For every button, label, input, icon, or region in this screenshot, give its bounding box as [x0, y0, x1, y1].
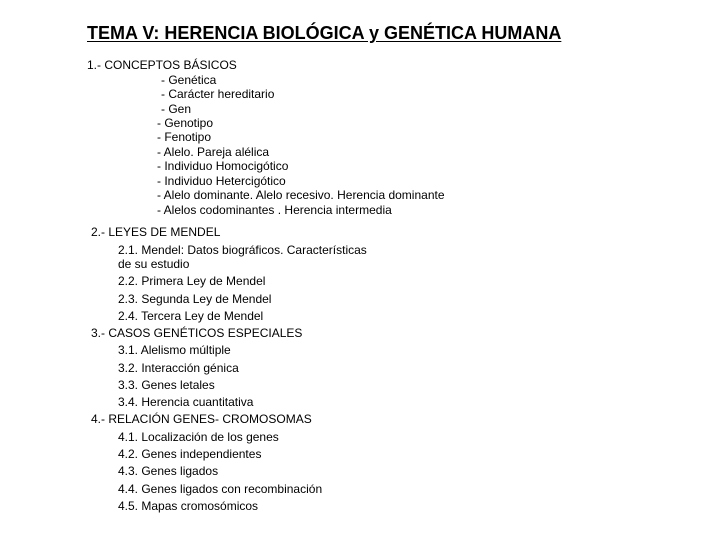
list-item: - Alelos codominantes . Herencia intermedia — [157, 203, 392, 217]
list-item: - Individuo Hetercigótico — [157, 174, 286, 188]
list-item: - Individuo Homocigótico — [157, 159, 289, 173]
list-item: - Genética — [161, 73, 217, 87]
list-item: 3.3. Genes letales — [118, 378, 215, 392]
list-item: - Genotipo — [157, 116, 214, 130]
section-heading: 3.- CASOS GENÉTICOS ESPECIALES — [91, 326, 303, 340]
list-item: 3.1. Alelismo múltiple — [118, 343, 231, 357]
list-item: 2.4. Tercera Ley de Mendel — [118, 309, 264, 323]
list-item: 2.2. Primera Ley de Mendel — [118, 274, 266, 288]
list-item: 3.2. Interacción génica — [118, 361, 239, 375]
list-item: 4.2. Genes independientes — [118, 447, 262, 461]
list-item: - Fenotipo — [157, 130, 212, 144]
list-item: - Gen — [161, 102, 192, 116]
list-item: 4.1. Localización de los genes — [118, 430, 279, 444]
list-item: 4.5. Mapas cromosómicos — [118, 499, 259, 513]
list-item: - Carácter hereditario — [161, 87, 275, 101]
list-item: 4.4. Genes ligados con recombinación — [118, 482, 323, 496]
page-title: TEMA V: HERENCIA BIOLÓGICA y GENÉTICA HUMANA — [87, 23, 562, 43]
section-heading: 2.- LEYES DE MENDEL — [91, 225, 221, 239]
list-item: 2.1. Mendel: Datos biográficos. Características — [118, 243, 367, 257]
list-item: 3.4. Herencia cuantitativa — [118, 395, 254, 409]
list-item: de su estudio — [118, 257, 190, 271]
list-item: 2.3. Segunda Ley de Mendel — [118, 292, 272, 306]
list-item: - Alelo dominante. Alelo recesivo. Herencia dominante — [157, 188, 445, 202]
list-item: 4.3. Genes ligados — [118, 464, 219, 478]
section-heading: 1.- CONCEPTOS BÁSICOS — [87, 58, 237, 72]
list-item: - Alelo. Pareja alélica — [157, 145, 270, 159]
section-heading: 4.- RELACIÓN GENES- CROMOSOMAS — [91, 412, 312, 426]
